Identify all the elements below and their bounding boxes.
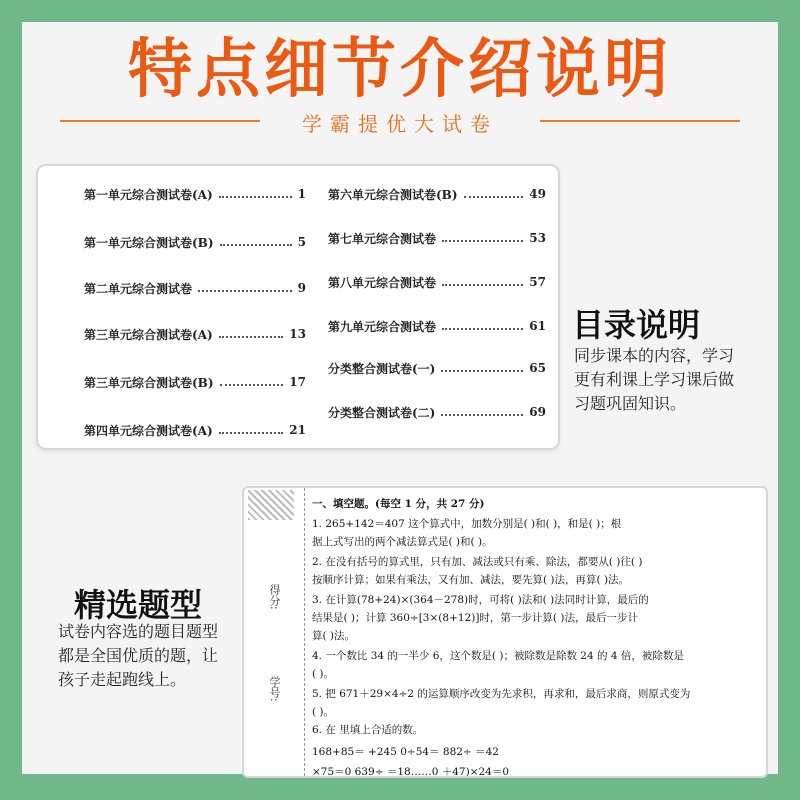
toc-leader: [198, 290, 292, 292]
exam-line: 结果是( )；计算 360÷[3×(8+12)]时，第一步计算( )法，最后一步计: [312, 612, 638, 624]
exam-line: 168+85＝ +245 0÷54＝ 882÷ ＝42: [312, 746, 499, 758]
toc-item-label: 分类整合测试卷(二): [328, 405, 436, 420]
student-id-field: 学号:: [268, 676, 281, 702]
toc-note-line: 同步课本的内容，学习: [574, 346, 735, 365]
toc-item: [84, 372, 306, 392]
toc-item-page: 21: [289, 423, 306, 437]
toc-leader: [442, 328, 523, 330]
exam-sheet: [242, 486, 768, 778]
toc-item-page: 69: [529, 405, 546, 419]
exam-line: ( )。: [312, 706, 335, 718]
toc-item-label: 第九单元综合测试卷: [328, 319, 437, 334]
toc-leader: [441, 370, 523, 372]
exam-line: ( )。: [312, 668, 335, 680]
toc-item-page: 13: [289, 327, 306, 341]
exam-line: 按顺序计算；如果有乘法，又有加、减法，要先算( )法，再算( )法。: [312, 574, 630, 586]
exam-line: 5. 把 671＋29×4÷2 的运算顺序改变为先求积，再求和，最后求商，则原式变为: [312, 688, 691, 700]
toc-item-label: 第六单元综合测试卷(B): [328, 187, 458, 202]
toc-item: [328, 316, 546, 336]
toc-item-page: 5: [297, 235, 306, 249]
toc-item: [328, 358, 546, 378]
toc-item-label: 第三单元综合测试卷(B): [84, 375, 214, 390]
score-field: 得分:: [268, 584, 281, 610]
type-note-text: [58, 620, 218, 692]
type-note-line: 都是全国优质的题，让: [58, 646, 219, 665]
type-note-line: 试卷内容选的题目题型: [58, 622, 219, 641]
toc-item-page: 57: [529, 275, 546, 289]
exam-line: 2. 在没有括号的算式里，只有加、减法或只有乘、除法，都要从( )往( ): [312, 556, 643, 568]
toc-leader: [464, 196, 524, 198]
toc-leader: [442, 284, 523, 286]
exam-line: 1. 265+142＝407 这个算式中，加数分别是( )和( )，和是( )；根: [312, 518, 622, 530]
table-of-contents: [36, 164, 560, 450]
toc-item-page: 9: [297, 281, 306, 295]
exam-binding-margin: [244, 488, 305, 776]
exam-line: 3. 在计算(78+24)×(364－278)时，可将( )法和( )法同时计算，最后的: [312, 594, 649, 606]
toc-leader: [442, 240, 523, 242]
toc-item-label: 分类整合测试卷(一): [328, 361, 436, 376]
exam-line: ×75＝0 639÷ ＝18……0 ＋47)×24＝0: [312, 766, 510, 778]
toc-item: [328, 184, 546, 204]
toc-leader: [219, 196, 292, 198]
toc-item-label: 第一单元综合测试卷(B): [84, 235, 214, 250]
toc-leader: [220, 384, 284, 386]
type-note-line: 孩子走起跑线上。: [58, 670, 187, 689]
type-note-title: 精选题型: [74, 586, 203, 624]
toc-item-label: 第四单元综合测试卷(A): [84, 423, 213, 438]
toc-item-page: 17: [289, 375, 306, 389]
toc-item-label: 第七单元综合测试卷: [328, 231, 437, 246]
toc-item: [84, 232, 306, 252]
subtitle-bar: [60, 108, 740, 138]
toc-item-page: 1: [297, 187, 306, 201]
exam-margin-pattern: [248, 490, 294, 520]
toc-leader: [220, 244, 292, 246]
toc-item: [84, 184, 306, 204]
toc-item: [328, 402, 546, 422]
page-title: 特点细节介绍说明: [128, 33, 672, 107]
toc-item-page: 61: [529, 319, 546, 333]
toc-note-line: 更有利课上学习课后做: [574, 370, 735, 389]
exam-line: 算( )法。: [312, 630, 356, 642]
toc-note-text: [574, 344, 734, 416]
toc-item-label: 第二单元综合测试卷: [84, 281, 193, 296]
toc-item: [84, 420, 306, 440]
toc-item: [328, 272, 546, 292]
exam-line: 6. 在 里填上合适的数。: [312, 724, 424, 736]
exam-section-title: 一、填空题。(每空 1 分，共 27 分): [312, 498, 485, 510]
toc-item: [84, 278, 306, 298]
toc-item-label: 第八单元综合测试卷: [328, 275, 437, 290]
toc-note-title: 目录说明: [572, 306, 701, 344]
toc-item: [328, 228, 546, 248]
page-subtitle: 学霸提优大试卷: [302, 112, 498, 136]
toc-item-page: 49: [529, 187, 546, 201]
toc-leader: [219, 432, 284, 434]
exam-line: 据上式写出的两个减法算式是( )和( )。: [312, 536, 493, 548]
toc-leader: [441, 414, 523, 416]
toc-item-label: 第三单元综合测试卷(A): [84, 327, 213, 342]
toc-leader: [219, 336, 284, 338]
toc-item-page: 65: [529, 361, 546, 375]
exam-line: 4. 一个数比 34 的一半少 6，这个数是( )；被除数是除数 24 的 4 倍，被除数是: [312, 650, 684, 662]
toc-note-line: 习题巩固知识。: [574, 394, 687, 413]
toc-item-label: 第一单元综合测试卷(A): [84, 187, 213, 202]
toc-item: [84, 324, 306, 344]
toc-item-page: 53: [529, 231, 546, 245]
